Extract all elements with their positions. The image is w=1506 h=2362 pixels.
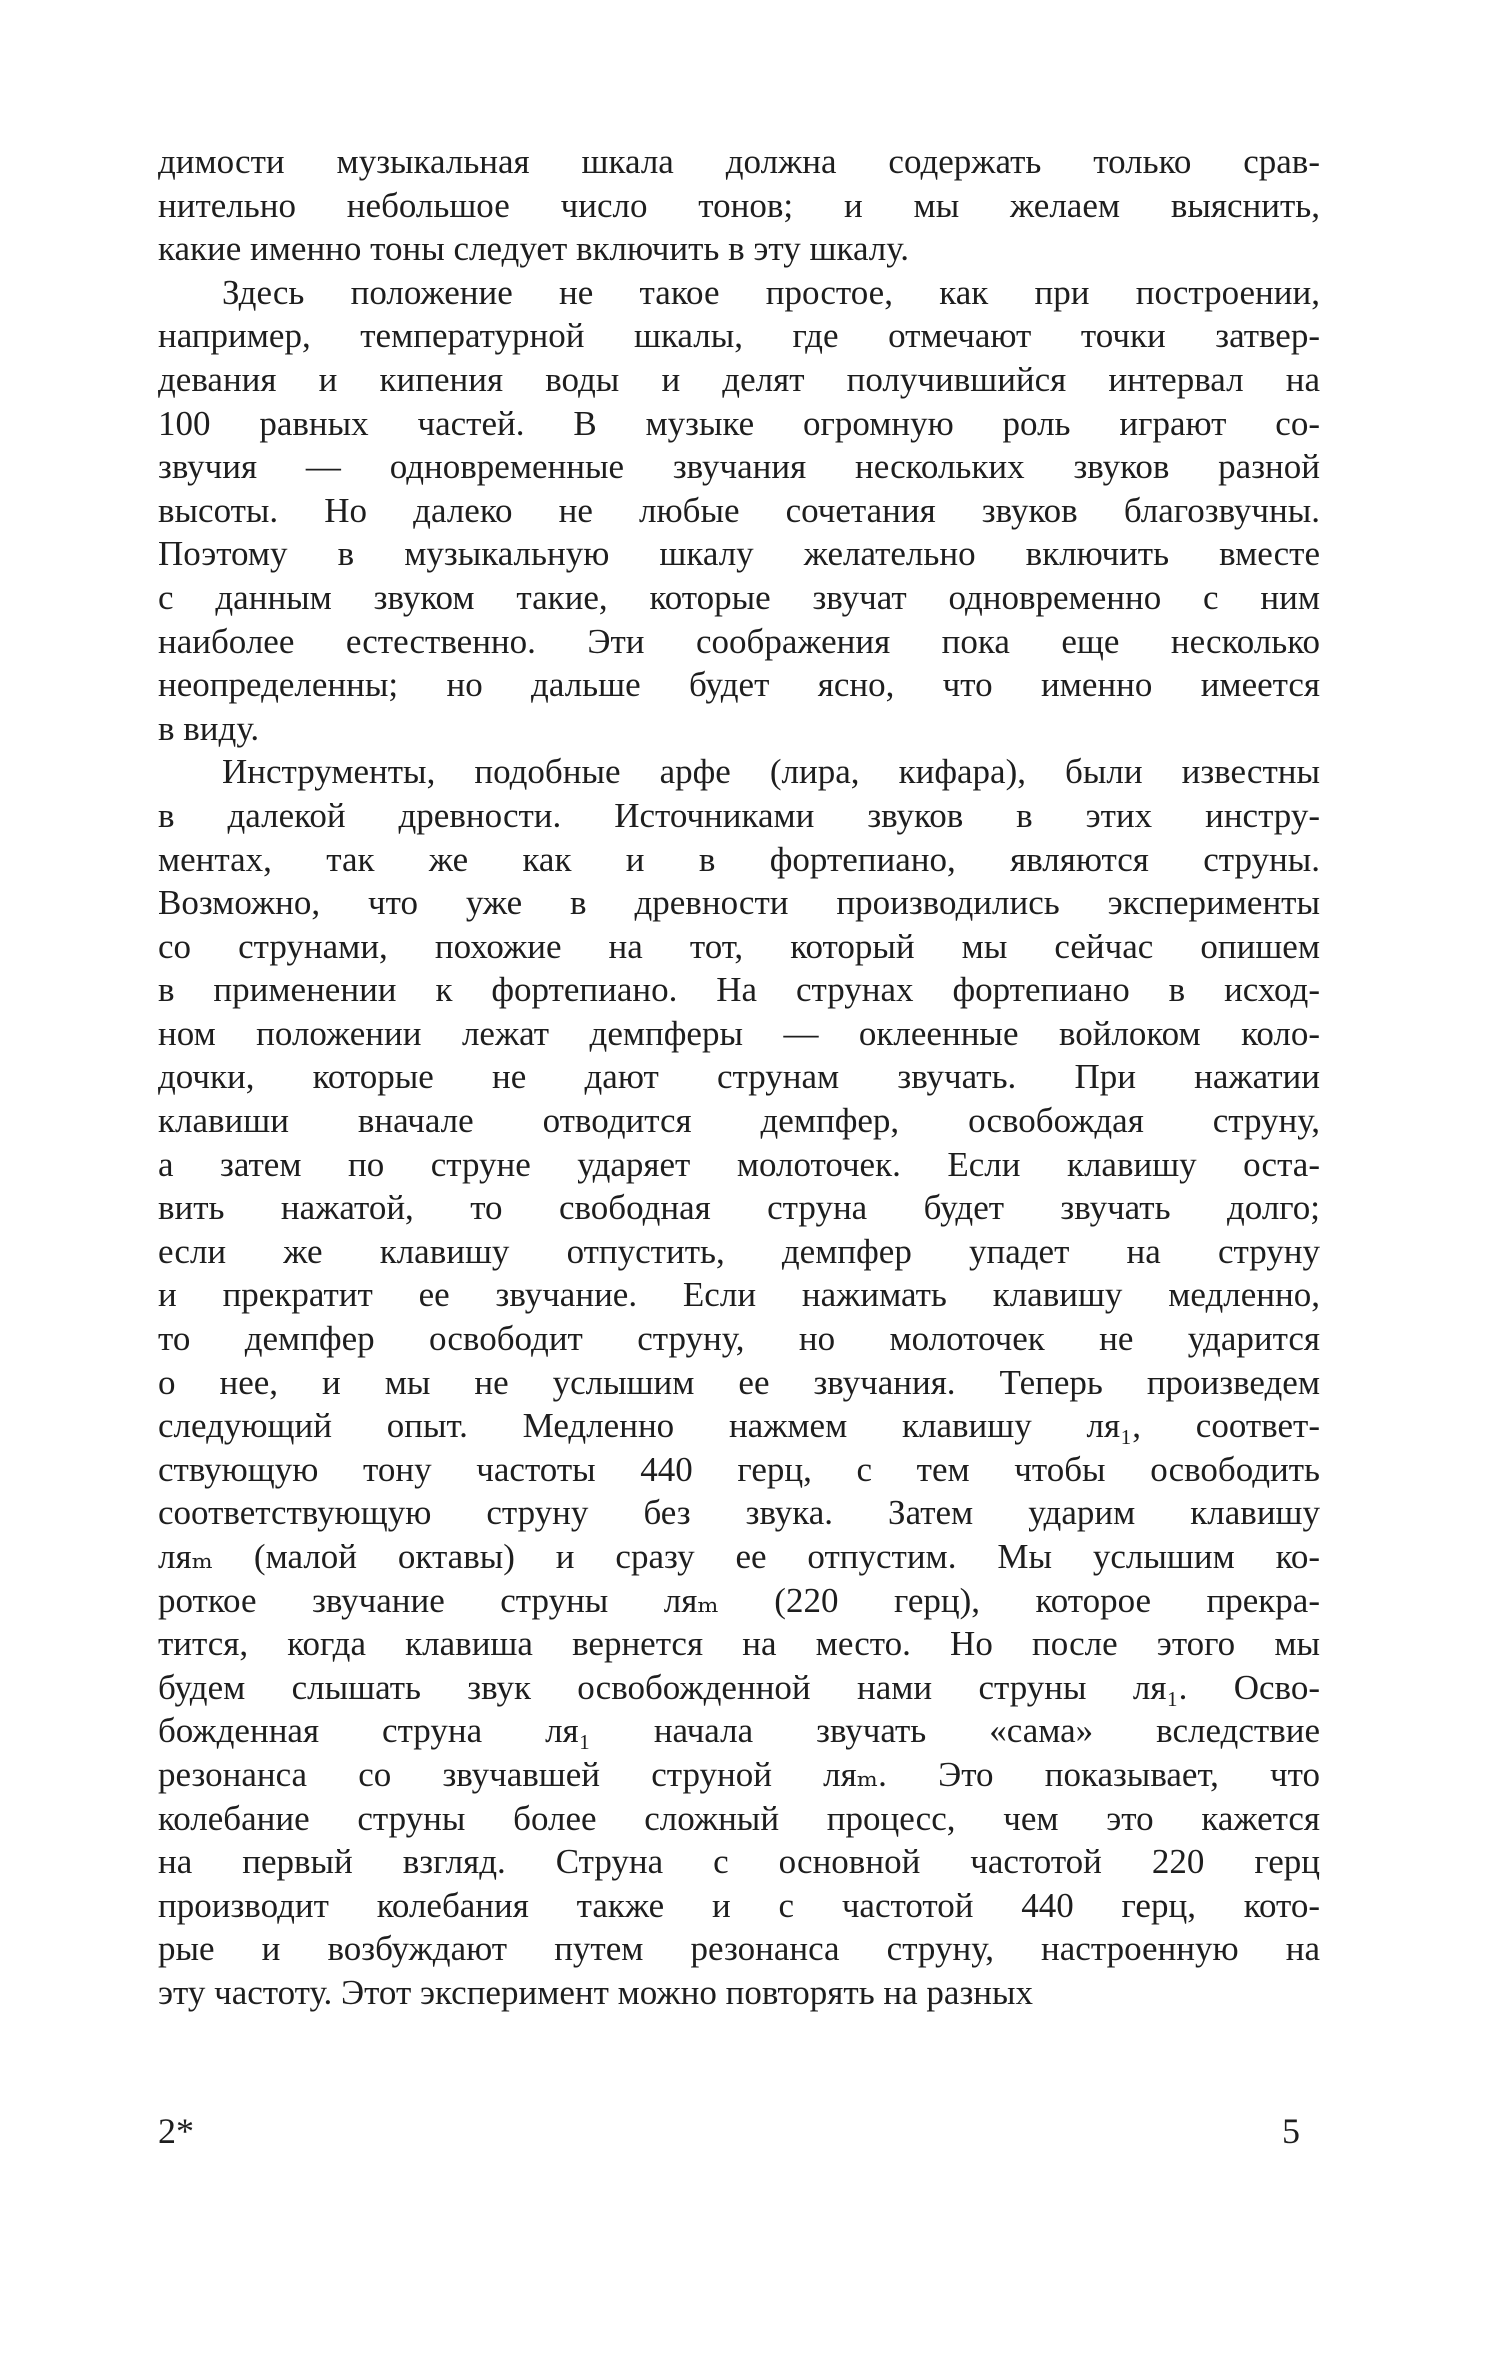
text-line: Возможно, что уже в древности производились эксперименты [158, 883, 1320, 923]
text-line: в далекой древности. Источниками звуков в этих инстру- [158, 795, 1320, 835]
text-line: резонанса со звучавшей струной ляₘ. Это показывает, что [158, 1754, 1320, 1794]
page-number: 5 [1282, 2111, 1300, 2151]
text-line: девания и кипения воды и делят получившийся интервал на [158, 359, 1320, 399]
text-line: неопределенны; но дальше будет ясно, что именно имеется [158, 665, 1320, 705]
page-body [158, 140, 1320, 2015]
paragraph [158, 750, 1320, 2014]
text-line: димости музыкальная шкала должна содержать только срав- [158, 142, 1320, 181]
text-line: рые и возбуждают путем резонанса струну, настроенную на [158, 1929, 1320, 1969]
text-line: дочки, которые не дают струнам звучать. При нажатии [158, 1057, 1320, 1097]
text-line: высоты. Но далеко не любые сочетания звуков благозвучны. [158, 490, 1320, 530]
text-line: божденная струна ля₁ начала звучать «сама» вследствие [158, 1711, 1320, 1751]
text-line: Здесь положение не такое простое, как при построении, [222, 272, 1320, 312]
text-line: ствующую тону частоты 440 герц, с тем чтобы освободить [158, 1449, 1320, 1489]
text-line: ном положении лежат демпферы — оклеенные войлоком коло- [158, 1013, 1320, 1053]
text-line: в виду. [158, 708, 260, 748]
text-line: со струнами, похожие на тот, который мы сейчас опишем [158, 926, 1320, 966]
text-line: роткое звучание струны ляₘ (220 герц), которое прекра- [158, 1580, 1320, 1620]
text-line: если же клавишу отпустить, демпфер упадет на струну [158, 1231, 1320, 1271]
paragraph [158, 271, 1320, 751]
text-line: Поэтому в музыкальную шкалу желательно включить вместе [158, 534, 1320, 574]
text-line: следующий опыт. Медленно нажмем клавишу ля₁, соответ- [158, 1406, 1320, 1446]
text-line: какие именно тоны следует включить в эту шкалу. [158, 229, 909, 269]
text-line: ментах, так же как и в фортепиано, являются струны. [158, 839, 1320, 879]
text-line: наиболее естественно. Эти соображения пока еще несколько [158, 621, 1320, 661]
text-line: в применении к фортепиано. На струнах фортепиано в исход- [158, 970, 1320, 1010]
page-footer [158, 2108, 1300, 2154]
text-line: о нее, и мы не услышим ее звучания. Теперь произведем [158, 1362, 1320, 1402]
text-line: производит колебания также и с частотой 440 герц, кото- [158, 1885, 1320, 1925]
text-line: эту частоту. Этот эксперимент можно повторять на разных [158, 1972, 1034, 2012]
text-line: тится, когда клавиша вернется на место. Но после этого мы [158, 1624, 1320, 1664]
text-line: вить нажатой, то свободная струна будет звучать долго; [158, 1188, 1320, 1228]
text-line: и прекратит ее звучание. Если нажимать клавишу медленно, [158, 1275, 1320, 1315]
text-line: колебание струны более сложный процесс, чем это кажется [158, 1798, 1320, 1838]
paragraph [158, 140, 1320, 271]
text-line: соответствующую струну без звука. Затем ударим клавишу [158, 1493, 1320, 1533]
text-line: на первый взгляд. Струна с основной частотой 220 герц [158, 1842, 1320, 1882]
text-line: Инструменты, подобные арфе (лира, кифара), были известны [222, 752, 1320, 792]
text-line: например, температурной шкалы, где отмечают точки затвер- [158, 316, 1320, 356]
signature-mark: 2* [158, 2111, 194, 2151]
text-line: нительно небольшое число тонов; и мы желаем выяснить, [158, 185, 1320, 225]
text-line: а затем по струне ударяет молоточек. Если клавишу оста- [158, 1144, 1320, 1184]
text-line: будем слышать звук освобожденной нами струны ля₁. Осво- [158, 1667, 1320, 1707]
text-line: с данным звуком такие, которые звучат одновременно с ним [158, 577, 1320, 617]
text-line: звучия — одновременные звучания нескольких звуков разной [158, 447, 1320, 487]
text-line: клавиши вначале отводится демпфер, освобождая струну, [158, 1101, 1320, 1141]
text-line: ляₘ (малой октавы) и сразу ее отпустим. Мы услышим ко- [158, 1537, 1320, 1576]
text-line: то демпфер освободит струну, но молоточек не ударится [158, 1319, 1320, 1359]
text-line: 100 равных частей. В музыке огромную роль играют со- [158, 403, 1320, 443]
